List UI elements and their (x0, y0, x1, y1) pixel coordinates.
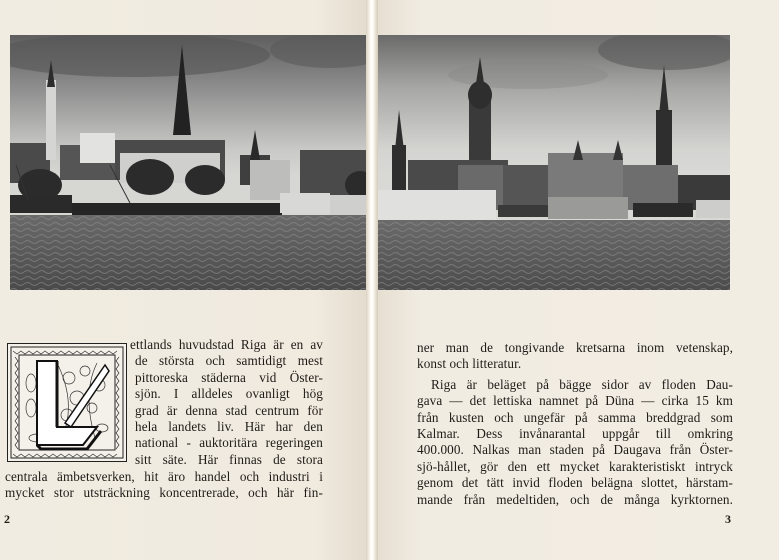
text-line: 400.000. Nalkas man staden på Daugava från Öster- (417, 442, 733, 458)
text-line: mande från medeltiden, och de många kyrktornen. (417, 491, 733, 507)
ornamental-drop-cap (7, 343, 127, 462)
text-line: mycket stor utsträckning koncentrerade, och här fin- (5, 485, 323, 501)
text-line: national - auktoritära regeringen (135, 435, 323, 451)
text-line: centrala ämbetsverken, hit äro handel och industri i (5, 469, 323, 484)
text-line: konst och litteratur. (417, 356, 522, 372)
text-line: ettlands huvudstad Riga är en av (130, 337, 323, 352)
text-line: Riga är beläget på bägge sidor av floden Dau- (431, 376, 733, 392)
text-line: genom det tätt invid floden belägna slottet, härstam- (417, 475, 733, 491)
text-line: gava — det lettiska namnet på Düna — cirka 15 km (417, 393, 733, 409)
riga-skyline-photo-left (10, 35, 370, 290)
text-line: pittoreska städerna vid Öster- (135, 369, 323, 385)
text-line: från kusten och ungefär på samma breddgrad som (417, 409, 733, 425)
text-line: sjö-hållet, gör den ett mycket karakteristiskt intryck (417, 458, 733, 474)
page-number-right: 3 (725, 512, 731, 526)
riga-skyline-photo-right (378, 35, 730, 290)
text-line: sitt säte. Här finnas de stora (135, 451, 323, 467)
book-spine (366, 0, 378, 560)
text-line: sjön. I alldeles ovanligt hög (135, 386, 323, 402)
text-line: hela landets liv. Här har den (135, 418, 323, 434)
text-line: Kalmar. Dess invånarantal uppgår till omkring (417, 425, 733, 441)
left-text-indented (130, 337, 323, 468)
text-line: de största och samtidigt mest (135, 353, 323, 369)
page-number-left: 2 (4, 512, 10, 526)
right-text (417, 340, 733, 508)
left-text-full (5, 469, 323, 502)
text-line: ner man de tongivande kretsarna inom vetenskap, (417, 340, 733, 355)
text-line: grad är denna stad centrum för (135, 402, 323, 418)
